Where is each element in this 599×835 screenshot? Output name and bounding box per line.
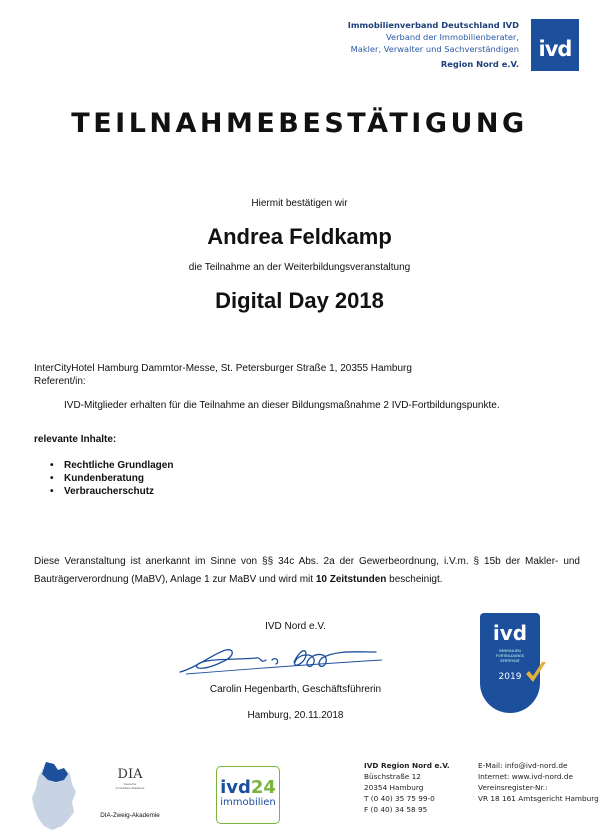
document-title: TEILNAHMEBESTÄTIGUNG [71,108,528,139]
seal-line-3: ZERTIFIKAT [499,659,521,663]
footer-email: E-Mail: info@ivd-nord.de [478,761,568,770]
legal-line-1: Diese Veranstaltung ist anerkannt im Sinne von §§ 34c Abs. 2a der Gewerbeordnung, i.V.m. § 15b der Makler- und [34,556,580,567]
footer-contact [478,760,599,804]
footer-phone: T (0 40) 35 75 99-0 [364,794,435,803]
signature-image [176,640,386,682]
seal-logo: ivd [492,621,528,645]
seal-line-2: FORTBILDUNGS [495,654,524,658]
footer-register-number: VR 18 161 Amtsgericht Hamburg [478,794,599,803]
participant-name: Andrea Feldkamp [207,224,392,249]
contents-heading: relevante Inhalte: [34,434,117,445]
participation-text: die Teilnahme an der Weiterbildungsveranstaltung [188,262,411,273]
org-subtitle-1: Verband der Immobilienberater, [386,32,519,42]
signing-org: IVD Nord e.V. [265,621,326,632]
footer-city: 20354 Hamburg [364,783,424,792]
footer-register-label: Vereinsregister-Nr.: [478,783,548,792]
org-name: Immobilienverband Deutschland IVD [347,20,519,30]
place-date: Hamburg, 20.11.2018 [247,710,344,721]
intro-text: Hiermit bestätigen wir [251,198,348,209]
ivd-logo: ivd [531,19,579,71]
footer-org: IVD Region Nord e.V. [364,761,450,770]
checkmark-icon [524,660,548,686]
legal-line-2a: Bauträgerverordnung (MaBV), Anlage 1 zur MaBV und wird mit [34,574,316,585]
footer-address [364,760,450,815]
footer-fax: F (0 40) 34 58 95 [364,805,428,814]
credit-note: IVD-Mitglieder erhalten für die Teilnahme an dieser Bildungsmaßnahme 2 IVD-Fortbildungspunkte. [64,400,500,411]
event-name: Digital Day 2018 [215,288,384,313]
ivd24-subtitle: immobilien [220,797,276,808]
org-subtitle-2: Makler, Verwalter und Sachverständigen [350,44,519,54]
legal-line-2b: bescheinigt. [386,574,443,585]
legal-line-2 [34,571,580,589]
letterhead [348,19,519,70]
ivd24-number: 24 [250,777,276,798]
contents-list [40,459,173,498]
legal-hours: 10 Zeitstunden [315,574,387,585]
germany-map-icon [28,760,80,832]
seal-year: 2019 [498,672,522,682]
legal-paragraph [34,553,580,589]
ivd24-main-text: ivd [220,777,251,798]
footer-web: Internet: www.ivd-nord.de [478,772,573,781]
speaker-label: Referent/in: [34,376,86,387]
dia-small-1: Deutsche [123,782,137,786]
org-region: Region Nord e.V. [440,59,519,69]
dia-logo: DIA [117,767,143,782]
footer-street: Büschstraße 12 [364,772,421,781]
dia-caption: DIA-Zweig-Akademie [100,812,160,819]
list-item: • Kundenberatung [40,472,173,485]
ivd24-wordmark [217,779,279,797]
venue-text: InterCityHotel Hamburg Dammtor-Messe, St. Petersburger Straße 1, 20355 Hamburg [34,363,412,374]
dia-logo-block [95,768,165,819]
dia-small-2: Immobilien-Akademie [115,786,145,790]
ivd24-logo [216,766,280,824]
seal-line-1: IMMOBILIEN [499,649,521,653]
venue-block [34,362,412,388]
signer-name: Carolin Hegenbarth, Geschäftsführerin [209,684,382,695]
list-item: • Rechtliche Grundlagen [40,459,173,472]
list-item: • Verbraucherschutz [40,485,173,498]
